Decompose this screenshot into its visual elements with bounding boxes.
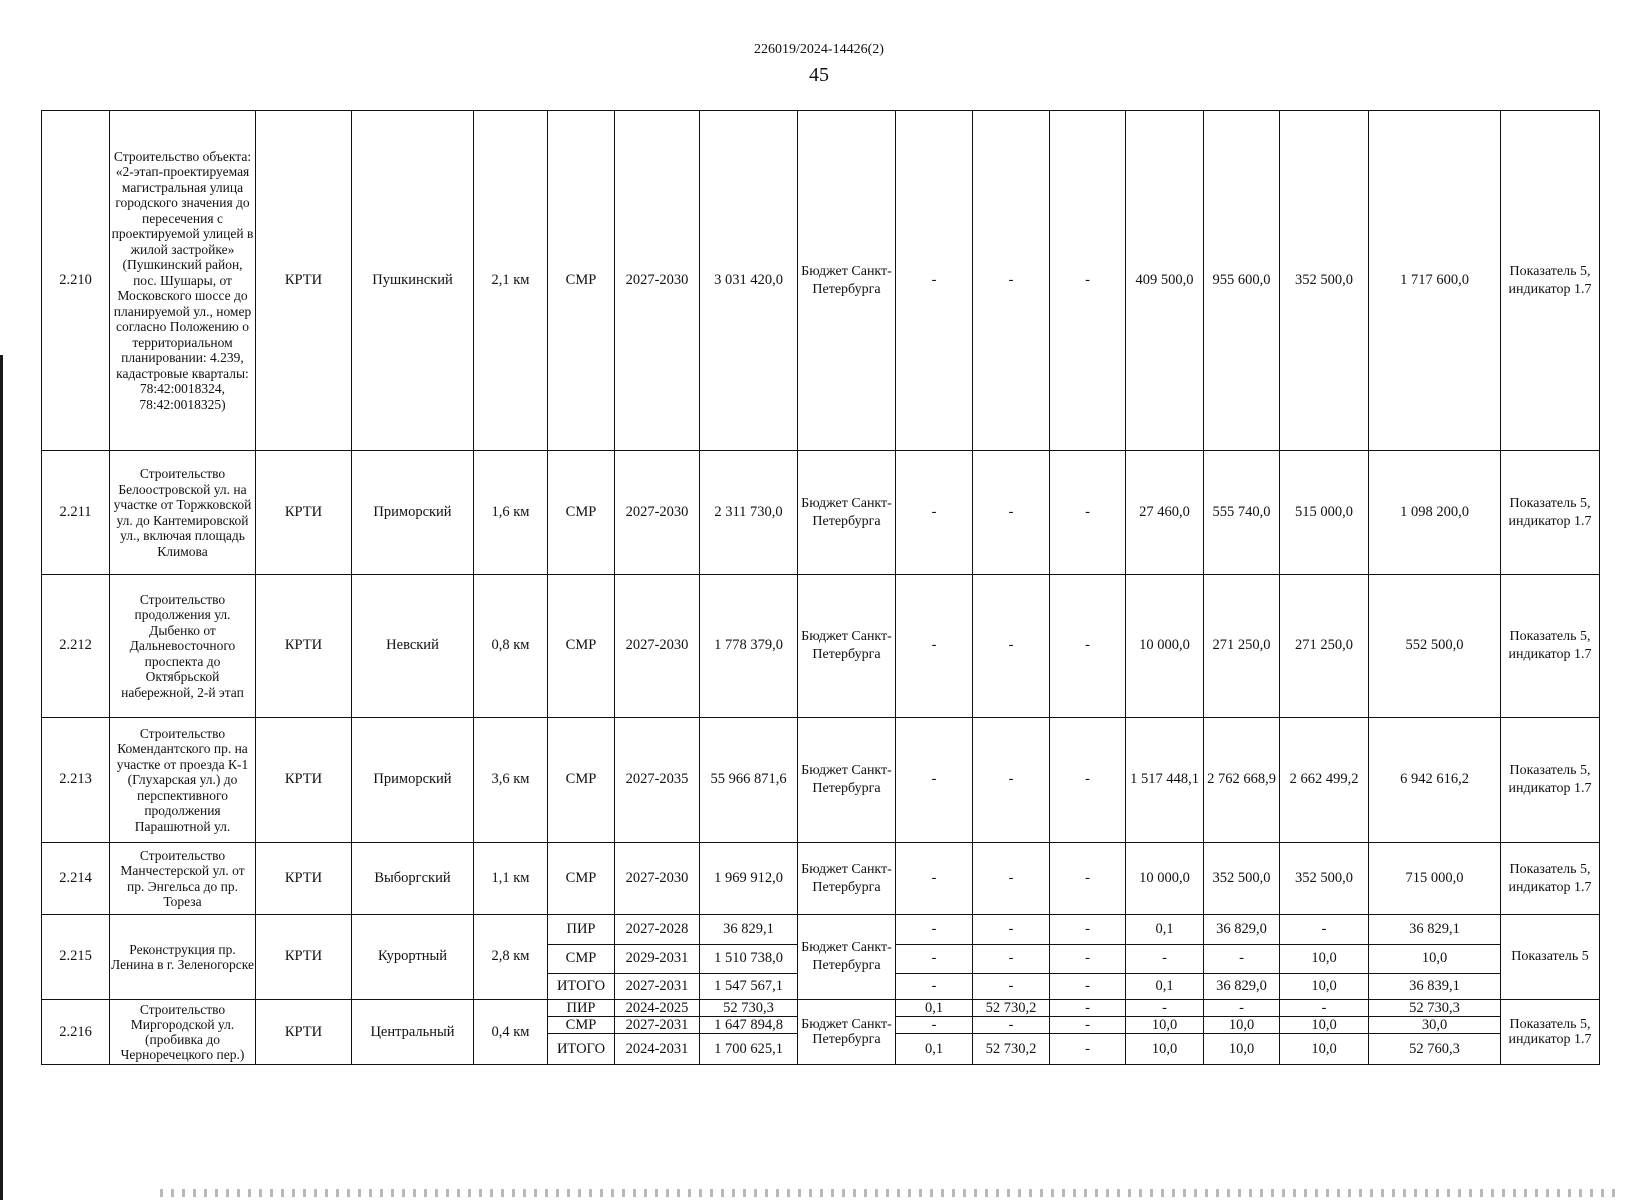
total-cost: 1 778 379,0	[700, 575, 798, 718]
amount-v3: -	[1050, 974, 1126, 1000]
work-period: 2027-2028	[615, 915, 700, 945]
amount-v2: -	[973, 718, 1050, 843]
table-row	[42, 575, 1600, 718]
amount-v6: 10,0	[1280, 974, 1369, 1000]
table-row	[42, 451, 1600, 575]
amount-v7: 552 500,0	[1369, 575, 1501, 718]
amount-v2: -	[973, 843, 1050, 915]
work-stage: СМР	[548, 945, 615, 974]
amount-v3: -	[1050, 718, 1126, 843]
amount-v2: 52 730,2	[973, 1034, 1050, 1065]
length: 1,1 км	[474, 843, 548, 915]
amount-v3: -	[1050, 915, 1126, 945]
amount-v7: 1 098 200,0	[1369, 451, 1501, 575]
amount-v5: 36 829,0	[1204, 974, 1280, 1000]
amount-v4: 1 517 448,1	[1126, 718, 1204, 843]
work-period: 2027-2031	[615, 974, 700, 1000]
total-cost: 1 969 912,0	[700, 843, 798, 915]
amount-v3: -	[1050, 1017, 1126, 1034]
amount-v7: 10,0	[1369, 945, 1501, 974]
amount-v5: 36 829,0	[1204, 915, 1280, 945]
table-row	[42, 1000, 1600, 1017]
amount-v7: 30,0	[1369, 1017, 1501, 1034]
indicator: Показатель 5, индикатор 1.7	[1501, 1000, 1600, 1065]
amount-v3: -	[1050, 1000, 1126, 1017]
district: Центральный	[352, 1000, 474, 1065]
table-row	[42, 718, 1600, 843]
length: 2,8 км	[474, 915, 548, 1000]
amount-v7: 36 829,1	[1369, 915, 1501, 945]
amount-v7: 36 839,1	[1369, 974, 1501, 1000]
scan-bottom-smudge	[160, 1189, 1620, 1197]
work-period: 2027-2030	[615, 451, 700, 575]
work-stage: СМР	[548, 1017, 615, 1034]
total-cost: 55 966 871,6	[700, 718, 798, 843]
item-number: 2.213	[42, 718, 110, 843]
amount-v2: -	[973, 945, 1050, 974]
total-cost: 1 700 625,1	[700, 1034, 798, 1065]
amount-v6: 271 250,0	[1280, 575, 1369, 718]
amount-v7: 715 000,0	[1369, 843, 1501, 915]
district: Выборгский	[352, 843, 474, 915]
object-name: Строительство Белоостровской ул. на участке от Торжковской ул. до Кантемировской ул., включая площадь Климова	[110, 451, 256, 575]
amount-v5: 352 500,0	[1204, 843, 1280, 915]
amount-v5: 10,0	[1204, 1034, 1280, 1065]
program-table	[41, 110, 1600, 1065]
length: 1,6 км	[474, 451, 548, 575]
amount-v4: 409 500,0	[1126, 111, 1204, 451]
work-stage: ИТОГО	[548, 1034, 615, 1065]
funding-source: Бюджет Санкт-Петербурга	[798, 575, 896, 718]
amount-v4: 10,0	[1126, 1017, 1204, 1034]
amount-v6: 10,0	[1280, 1034, 1369, 1065]
customer: КРТИ	[256, 1000, 352, 1065]
amount-v2: -	[973, 111, 1050, 451]
scan-page-edge	[0, 355, 3, 1200]
funding-source: Бюджет Санкт-Петербурга	[798, 451, 896, 575]
funding-source: Бюджет Санкт-Петербурга	[798, 718, 896, 843]
work-period: 2024-2031	[615, 1034, 700, 1065]
work-stage: СМР	[548, 718, 615, 843]
work-stage: ПИР	[548, 915, 615, 945]
amount-v4: 10,0	[1126, 1034, 1204, 1065]
amount-v4: 27 460,0	[1126, 451, 1204, 575]
amount-v1: -	[896, 1017, 973, 1034]
object-name: Строительство объекта: «2-этап-проектируемая магистральная улица городского значения до пересечения с проектируемой улицей в жилой застройке» (Пушкинский район, пос. Шушары, от Московского шоссе до планируемой ул., номер согласно Положению о территориальном планировании: 4.239, кадастровые кварталы: 78:42:0018324, 78:42:0018325)	[110, 111, 256, 451]
amount-v6: -	[1280, 915, 1369, 945]
amount-v6: 352 500,0	[1280, 843, 1369, 915]
district: Пушкинский	[352, 111, 474, 451]
customer: КРТИ	[256, 111, 352, 451]
amount-v5: 271 250,0	[1204, 575, 1280, 718]
table-row	[42, 843, 1600, 915]
amount-v2: -	[973, 451, 1050, 575]
document-number: 226019/2024-14426(2)	[754, 42, 884, 57]
indicator: Показатель 5, индикатор 1.7	[1501, 843, 1600, 915]
amount-v5: 555 740,0	[1204, 451, 1280, 575]
amount-v1: -	[896, 451, 973, 575]
district: Приморский	[352, 451, 474, 575]
amount-v1: -	[896, 843, 973, 915]
indicator: Показатель 5, индикатор 1.7	[1501, 718, 1600, 843]
table-body	[42, 111, 1600, 1065]
amount-v2: 52 730,2	[973, 1000, 1050, 1017]
indicator: Показатель 5	[1501, 915, 1600, 1000]
object-name: Строительство Комендантского пр. на участке от проезда К-1 (Глухарская ул.) до перспективного продолжения Парашютной ул.	[110, 718, 256, 843]
amount-v6: 352 500,0	[1280, 111, 1369, 451]
district: Невский	[352, 575, 474, 718]
amount-v7: 1 717 600,0	[1369, 111, 1501, 451]
work-stage: ПИР	[548, 1000, 615, 1017]
amount-v1: -	[896, 915, 973, 945]
total-cost: 1 547 567,1	[700, 974, 798, 1000]
amount-v3: -	[1050, 451, 1126, 575]
length: 2,1 км	[474, 111, 548, 451]
customer: КРТИ	[256, 451, 352, 575]
work-stage: ИТОГО	[548, 974, 615, 1000]
district: Приморский	[352, 718, 474, 843]
page-number: 45	[809, 64, 829, 86]
amount-v7: 52 760,3	[1369, 1034, 1501, 1065]
work-period: 2024-2025	[615, 1000, 700, 1017]
amount-v1: -	[896, 945, 973, 974]
indicator: Показатель 5, индикатор 1.7	[1501, 451, 1600, 575]
funding-source: Бюджет Санкт-Петербурга	[798, 1000, 896, 1065]
amount-v2: -	[973, 1017, 1050, 1034]
object-name: Реконструкция пр. Ленина в г. Зеленогорске	[110, 915, 256, 1000]
amount-v1: 0,1	[896, 1034, 973, 1065]
customer: КРТИ	[256, 718, 352, 843]
amount-v2: -	[973, 974, 1050, 1000]
work-stage: СМР	[548, 843, 615, 915]
amount-v5: -	[1204, 945, 1280, 974]
work-period: 2027-2030	[615, 111, 700, 451]
amount-v6: -	[1280, 1000, 1369, 1017]
funding-source: Бюджет Санкт-Петербурга	[798, 843, 896, 915]
customer: КРТИ	[256, 843, 352, 915]
total-cost: 2 311 730,0	[700, 451, 798, 575]
amount-v4: -	[1126, 945, 1204, 974]
amount-v3: -	[1050, 575, 1126, 718]
amount-v6: 2 662 499,2	[1280, 718, 1369, 843]
table-row	[42, 915, 1600, 945]
amount-v4: 10 000,0	[1126, 575, 1204, 718]
object-name: Строительство продолжения ул. Дыбенко от Дальневосточного проспекта до Октябрьской набережной, 2-й этап	[110, 575, 256, 718]
amount-v1: -	[896, 111, 973, 451]
work-period: 2027-2035	[615, 718, 700, 843]
amount-v2: -	[973, 575, 1050, 718]
amount-v1: 0,1	[896, 1000, 973, 1017]
item-number: 2.215	[42, 915, 110, 1000]
total-cost: 36 829,1	[700, 915, 798, 945]
amount-v4: 10 000,0	[1126, 843, 1204, 915]
amount-v5: 2 762 668,9	[1204, 718, 1280, 843]
object-name: Строительство Манчестерской ул. от пр. Энгельса до пр. Тореза	[110, 843, 256, 915]
amount-v1: -	[896, 575, 973, 718]
total-cost: 52 730,3	[700, 1000, 798, 1017]
amount-v2: -	[973, 915, 1050, 945]
amount-v1: -	[896, 974, 973, 1000]
total-cost: 1 510 738,0	[700, 945, 798, 974]
length: 0,4 км	[474, 1000, 548, 1065]
amount-v5: 955 600,0	[1204, 111, 1280, 451]
amount-v6: 515 000,0	[1280, 451, 1369, 575]
work-stage: СМР	[548, 451, 615, 575]
customer: КРТИ	[256, 915, 352, 1000]
amount-v4: 0,1	[1126, 915, 1204, 945]
amount-v3: -	[1050, 111, 1126, 451]
amount-v3: -	[1050, 1034, 1126, 1065]
object-name: Строительство Миргородской ул. (пробивка до Черноречецкого пер.)	[110, 1000, 256, 1065]
customer: КРТИ	[256, 575, 352, 718]
amount-v5: -	[1204, 1000, 1280, 1017]
funding-source: Бюджет Санкт-Петербурга	[798, 915, 896, 1000]
amount-v6: 10,0	[1280, 1017, 1369, 1034]
length: 3,6 км	[474, 718, 548, 843]
amount-v3: -	[1050, 843, 1126, 915]
funding-source: Бюджет Санкт-Петербурга	[798, 111, 896, 451]
work-period: 2027-2030	[615, 575, 700, 718]
amount-v4: -	[1126, 1000, 1204, 1017]
total-cost: 1 647 894,8	[700, 1017, 798, 1034]
table-row	[42, 111, 1600, 451]
amount-v6: 10,0	[1280, 945, 1369, 974]
item-number: 2.211	[42, 451, 110, 575]
amount-v5: 10,0	[1204, 1017, 1280, 1034]
work-period: 2027-2030	[615, 843, 700, 915]
length: 0,8 км	[474, 575, 548, 718]
amount-v4: 0,1	[1126, 974, 1204, 1000]
district: Курортный	[352, 915, 474, 1000]
total-cost: 3 031 420,0	[700, 111, 798, 451]
amount-v1: -	[896, 718, 973, 843]
item-number: 2.210	[42, 111, 110, 451]
amount-v7: 52 730,3	[1369, 1000, 1501, 1017]
work-period: 2027-2031	[615, 1017, 700, 1034]
work-stage: СМР	[548, 111, 615, 451]
indicator: Показатель 5, индикатор 1.7	[1501, 111, 1600, 451]
work-stage: СМР	[548, 575, 615, 718]
item-number: 2.212	[42, 575, 110, 718]
indicator: Показатель 5, индикатор 1.7	[1501, 575, 1600, 718]
item-number: 2.216	[42, 1000, 110, 1065]
item-number: 2.214	[42, 843, 110, 915]
amount-v3: -	[1050, 945, 1126, 974]
amount-v7: 6 942 616,2	[1369, 718, 1501, 843]
work-period: 2029-2031	[615, 945, 700, 974]
